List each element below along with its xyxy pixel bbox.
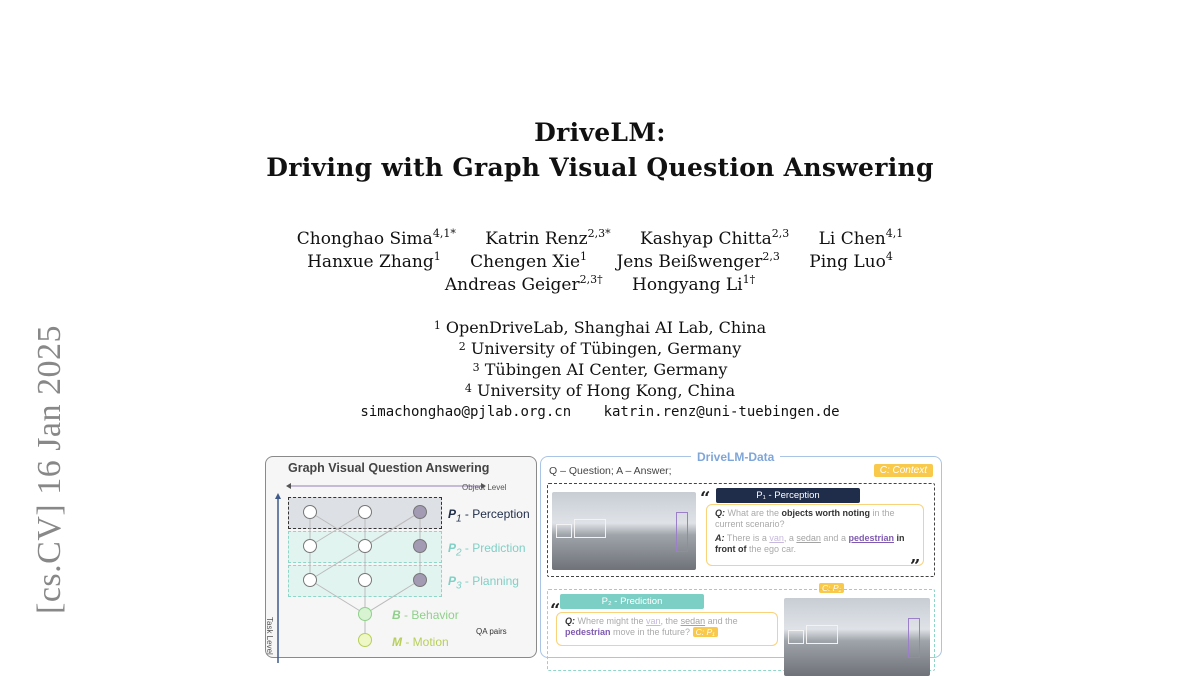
perception-header: P₁ - Perception	[716, 488, 860, 503]
context-tag: C: Context	[874, 464, 933, 477]
open-quote: “	[550, 600, 561, 621]
bbox-van	[788, 630, 804, 644]
p3-planning-label: $P_3$ - Planning	[448, 574, 519, 592]
author: Jens Beißwenger$^{2,3}$	[616, 250, 780, 272]
graph-node	[413, 539, 427, 553]
affiliation: $^1$ OpenDriveLab, Shanghai AI Lab, China	[433, 318, 767, 337]
paper-title-line1: DriveLM:	[534, 118, 666, 147]
prediction-qa-bubble: Q: Where might the van, the sedan and the pedestrian move in the future? C: P₁	[556, 612, 778, 646]
graph-vqa-panel	[265, 456, 537, 658]
graph-node	[413, 505, 427, 519]
context-p1-tag: C: P₁	[819, 578, 844, 596]
affiliation: $^2$ University of Tübingen, Germany	[458, 339, 742, 358]
bbox-sedan	[806, 625, 838, 644]
perception-qa-bubble	[706, 504, 924, 566]
author: Chonghao Sima$^{4,1*}$	[296, 227, 456, 249]
bbox-pedestrian	[676, 512, 688, 552]
bbox-pedestrian	[908, 618, 920, 658]
affiliation: $^4$ University of Hong Kong, China	[464, 381, 736, 400]
drivelm-data-panel	[540, 450, 942, 658]
qa-definition: Q – Question; A – Answer;	[549, 465, 672, 477]
prediction-example	[547, 589, 935, 671]
author: Hanxue Zhang$^1$	[307, 250, 441, 272]
teaser-figure	[265, 450, 945, 655]
paper-title-line2: Driving with Graph Visual Question Answering	[266, 153, 934, 182]
author: Chengen Xie$^1$	[470, 250, 588, 272]
bbox-van	[556, 524, 572, 538]
author-row-2	[0, 252, 1200, 272]
graph-node	[413, 573, 427, 587]
p2-prediction-label: $P_2$ - Prediction	[448, 541, 526, 559]
graph-node	[358, 539, 372, 553]
graph-vqa-title: Graph Visual Question Answering	[288, 461, 490, 475]
object-level-label: Object Level	[462, 483, 507, 492]
driving-scene-image	[784, 598, 930, 676]
author: Li Chen$^{4,1}$	[818, 227, 904, 249]
emails	[0, 404, 1200, 420]
prediction-header: P₂ - Prediction	[560, 594, 704, 609]
email-link[interactable]: katrin.renz@uni-tuebingen.de	[603, 404, 840, 420]
arxiv-stamp: [cs.CV] 16 Jan 2025	[31, 324, 68, 614]
close-quote: ”	[910, 556, 921, 577]
driving-scene-image	[552, 492, 696, 570]
behavior-label: B - Behavior	[392, 608, 459, 622]
motion-label: M - Motion	[392, 635, 449, 649]
graph-node	[303, 505, 317, 519]
answer-text: A: There is a van, a sedan and a pedestrian in front of the ego car.	[715, 533, 905, 554]
author: Andreas Geiger$^{2,3\dagger}$	[444, 273, 603, 295]
drivelm-data-title: DriveLM-Data	[691, 450, 780, 464]
task-level-label: Task Level	[265, 617, 274, 655]
question-text: Q: What are the objects worth noting in the current scenario?	[715, 508, 895, 529]
author: Katrin Renz$^{2,3*}$	[485, 227, 611, 249]
graph-node	[303, 573, 317, 587]
affiliation: $^3$ Tübingen AI Center, Germany	[472, 360, 728, 379]
author-row-1	[0, 229, 1200, 249]
affiliations	[0, 317, 1200, 401]
author: Ping Luo$^4$	[809, 250, 893, 272]
p1-perception-label: $P_1$ - Perception	[448, 507, 530, 525]
motion-node	[358, 633, 372, 647]
author: Kashyap Chitta$^{2,3}$	[640, 227, 790, 249]
qa-pairs-label: QA pairs	[476, 627, 507, 636]
perception-example	[547, 483, 935, 577]
bbox-sedan	[574, 519, 606, 538]
email-link[interactable]: simachonghao@pjlab.org.cn	[360, 404, 572, 420]
author-row-3	[0, 275, 1200, 295]
author: Hongyang $Li^{1\dagger}$	[632, 273, 756, 295]
behavior-node	[358, 607, 372, 621]
graph-node	[303, 539, 317, 553]
open-quote: “	[700, 488, 711, 509]
graph-node	[358, 573, 372, 587]
graph-node	[358, 505, 372, 519]
